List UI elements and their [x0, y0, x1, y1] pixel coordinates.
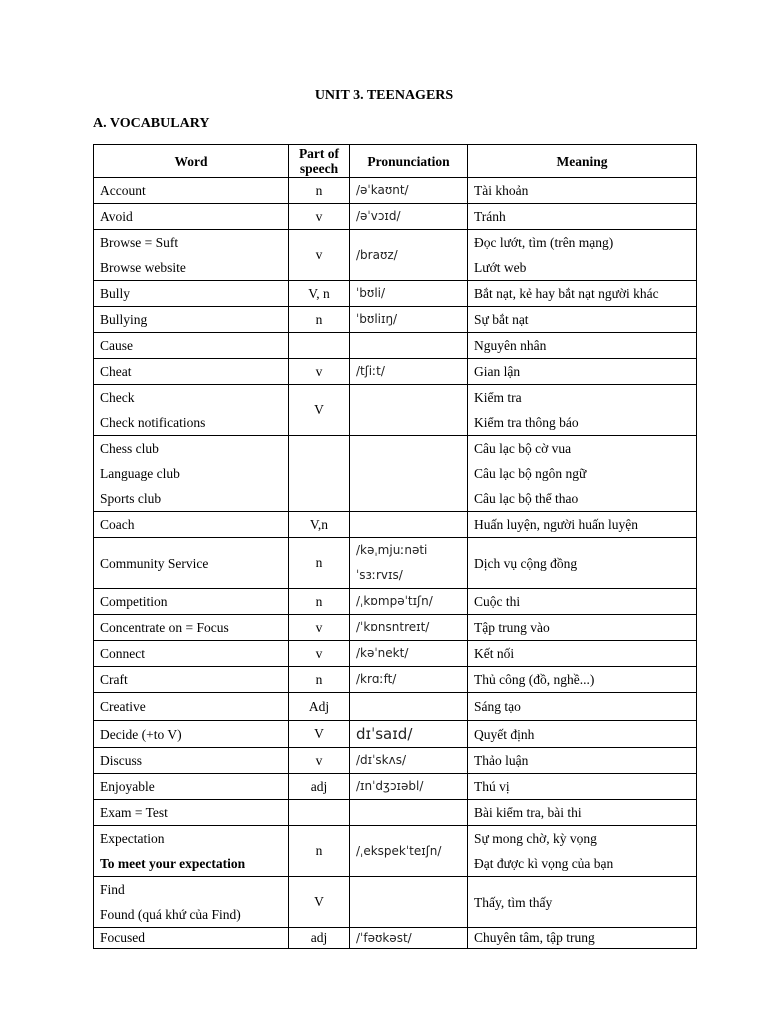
table-row: [94, 512, 697, 538]
word-line: Avoid: [100, 209, 133, 224]
table-row: [94, 748, 697, 774]
meaning-cell: [468, 307, 697, 333]
part-of-speech-cell: [289, 333, 350, 359]
table-row: [94, 538, 697, 589]
part-of-speech-cell: n: [289, 667, 350, 693]
pron-line: /ˈfəʊkəst/: [356, 931, 412, 945]
table-row: [94, 774, 697, 800]
table-row: [94, 589, 697, 615]
table-row: [94, 359, 697, 385]
word-line: Cheat: [100, 364, 132, 379]
meaning-cell: [468, 204, 697, 230]
word-line: Check notifications: [100, 415, 206, 430]
word-line: Creative: [100, 699, 146, 714]
pronunciation-cell: [350, 359, 468, 385]
pronunciation-cell: [350, 693, 468, 721]
pronunciation-cell: [350, 436, 468, 512]
section-heading: A. VOCABULARY: [93, 116, 210, 131]
part-of-speech-cell: V: [289, 877, 350, 928]
word-cell: [94, 721, 289, 748]
word-cell: [94, 333, 289, 359]
word-line: Found (quá khứ của Find): [100, 907, 241, 922]
part-of-speech-cell: V,n: [289, 512, 350, 538]
meaning-cell: [468, 359, 697, 385]
word-cell: [94, 877, 289, 928]
word-cell: [94, 307, 289, 333]
pronunciation-cell: [350, 512, 468, 538]
pronunciation-cell: [350, 307, 468, 333]
pron-line: /kəˌmjuːnəti: [356, 543, 428, 557]
meaning-line: Kiểm tra thông báo: [474, 415, 579, 430]
table-row: [94, 307, 697, 333]
pronunciation-cell: [350, 230, 468, 281]
meaning-line: Bài kiểm tra, bài thi: [474, 805, 582, 820]
word-cell: [94, 826, 289, 877]
meaning-line: Đọc lướt, tìm (trên mạng): [474, 235, 614, 250]
meaning-line: Thủ công (đồ, nghề...): [474, 672, 595, 687]
word-cell: [94, 538, 289, 589]
meaning-line: Cuộc thi: [474, 594, 521, 609]
pronunciation-cell: [350, 826, 468, 877]
part-of-speech-cell: v: [289, 641, 350, 667]
part-of-speech-cell: v: [289, 748, 350, 774]
word-line: Competition: [100, 594, 168, 609]
word-line: Chess club: [100, 441, 159, 456]
meaning-cell: [468, 230, 697, 281]
meaning-cell: [468, 178, 697, 204]
pronunciation-cell: [350, 333, 468, 359]
word-line: Cause: [100, 338, 133, 353]
meaning-line: Thú vị: [474, 779, 510, 794]
meaning-cell: [468, 436, 697, 512]
part-of-speech-cell: n: [289, 538, 350, 589]
meaning-line: Thấy, tìm thấy: [474, 894, 553, 910]
table-row: [94, 230, 697, 281]
part-of-speech-cell: Adj: [289, 693, 350, 721]
meaning-line: Quyết định: [474, 726, 535, 742]
pronunciation-cell: [350, 667, 468, 693]
table-row: [94, 721, 697, 748]
word-cell: [94, 615, 289, 641]
part-of-speech-cell: V: [289, 385, 350, 436]
meaning-line: Tài khoản: [474, 183, 529, 198]
meaning-line: Thảo luận: [474, 753, 529, 768]
pron-line: /ˌekspekˈteɪʃn/: [356, 843, 442, 858]
pron-line: /əˈvɔɪd/: [356, 209, 401, 223]
word-cell: [94, 230, 289, 281]
vocabulary-rows: [94, 178, 697, 949]
part-of-speech-cell: V: [289, 721, 350, 748]
part-of-speech-cell: n: [289, 307, 350, 333]
word-line: Enjoyable: [100, 779, 155, 794]
meaning-cell: [468, 641, 697, 667]
word-cell: [94, 512, 289, 538]
part-of-speech-cell: adj: [289, 774, 350, 800]
table-row: [94, 333, 697, 359]
meaning-line: Kiểm tra: [474, 390, 522, 405]
pron-line: /braʊz/: [356, 247, 398, 262]
table-row: [94, 281, 697, 307]
meaning-cell: [468, 589, 697, 615]
part-of-speech-cell: v: [289, 615, 350, 641]
part-of-speech-cell: adj: [289, 928, 350, 949]
word-line: Community Service: [100, 555, 209, 571]
part-of-speech-cell: v: [289, 230, 350, 281]
word-line: Account: [100, 183, 146, 198]
meaning-line: Gian lận: [474, 364, 521, 379]
word-line: Browse = Suft: [100, 235, 179, 250]
pron-line: /kəˈnekt/: [356, 646, 409, 660]
meaning-cell: [468, 615, 697, 641]
pron-line: /tʃiːt/: [356, 364, 385, 378]
pron-line: dɪˈsaɪd/: [356, 724, 413, 743]
table-row: [94, 204, 697, 230]
pronunciation-cell: [350, 281, 468, 307]
part-of-speech-cell: n: [289, 178, 350, 204]
part-of-speech-cell: [289, 800, 350, 826]
word-line: Discuss: [100, 753, 143, 768]
table-row: [94, 826, 697, 877]
meaning-cell: [468, 667, 697, 693]
word-cell: [94, 589, 289, 615]
word-cell: [94, 359, 289, 385]
table-row: [94, 385, 697, 436]
pronunciation-cell: [350, 178, 468, 204]
table-row: [94, 667, 697, 693]
pron-line: ˈbʊliɪŋ/: [356, 312, 398, 326]
meaning-line: Tránh: [474, 209, 506, 224]
pronunciation-cell: [350, 641, 468, 667]
pron-line: /əˈkaʊnt/: [356, 183, 409, 197]
meaning-cell: [468, 774, 697, 800]
word-cell: [94, 667, 289, 693]
table-row: [94, 693, 697, 721]
meaning-line: Câu lạc bộ ngôn ngữ: [474, 466, 587, 481]
pron-line: /ˌkɒmpəˈtɪʃn/: [356, 594, 433, 608]
part-of-speech-cell: n: [289, 826, 350, 877]
meaning-cell: [468, 826, 697, 877]
part-of-speech-cell: v: [289, 359, 350, 385]
word-cell: [94, 281, 289, 307]
word-line: Connect: [100, 646, 145, 661]
pronunciation-cell: [350, 877, 468, 928]
pron-line: /dɪˈskʌs/: [356, 753, 407, 767]
word-cell: [94, 385, 289, 436]
pronunciation-cell: [350, 204, 468, 230]
meaning-line: Dịch vụ cộng đồng: [474, 555, 578, 571]
word-cell: [94, 748, 289, 774]
header-meaning: Meaning: [468, 145, 697, 178]
meaning-line: Sự mong chờ, kỳ vọng: [474, 831, 597, 846]
header-part-of-speech: Part of speech: [289, 145, 350, 178]
meaning-line: Huấn luyện, người huấn luyện: [474, 517, 639, 532]
word-line: Expectation: [100, 831, 165, 846]
word-line: Exam = Test: [100, 805, 168, 820]
word-cell: [94, 641, 289, 667]
meaning-cell: [468, 748, 697, 774]
meaning-cell: [468, 800, 697, 826]
word-line: Coach: [100, 517, 135, 532]
meaning-line: Lướt web: [474, 260, 527, 275]
word-line: Decide (+to V): [100, 726, 182, 742]
meaning-line: Câu lạc bộ thể thao: [474, 491, 579, 506]
word-cell: [94, 928, 289, 949]
meaning-line: Sự bắt nạt: [474, 312, 529, 327]
meaning-cell: [468, 538, 697, 589]
meaning-line: Chuyên tâm, tập trung: [474, 930, 595, 945]
meaning-line: Sáng tạo: [474, 699, 521, 714]
word-cell: [94, 436, 289, 512]
pronunciation-cell: [350, 800, 468, 826]
meaning-line: Nguyên nhân: [474, 338, 547, 353]
part-of-speech-cell: V, n: [289, 281, 350, 307]
pronunciation-cell: [350, 748, 468, 774]
part-of-speech-cell: n: [289, 589, 350, 615]
word-line: Bullying: [100, 312, 148, 327]
pron-line: /ˈkɒnsntreɪt/: [356, 620, 430, 634]
meaning-line: Kết nối: [474, 646, 515, 661]
meaning-cell: [468, 928, 697, 949]
table-row: [94, 877, 697, 928]
pron-line: /krɑːft/: [356, 672, 397, 686]
table-row: [94, 615, 697, 641]
word-cell: [94, 774, 289, 800]
pron-line: ˈbʊli/: [356, 286, 386, 300]
table-row: [94, 641, 697, 667]
table-row: [94, 436, 697, 512]
vocabulary-table: [93, 144, 697, 949]
pronunciation-cell: [350, 589, 468, 615]
meaning-cell: [468, 281, 697, 307]
header-word: Word: [94, 145, 289, 178]
word-line: Sports club: [100, 491, 162, 506]
pronunciation-cell: [350, 385, 468, 436]
meaning-line: Đạt được kì vọng của bạn: [474, 856, 614, 871]
word-line: Find: [100, 882, 125, 897]
table-header-row: [94, 145, 697, 178]
table-row: [94, 800, 697, 826]
meaning-cell: [468, 877, 697, 928]
word-line: Browse website: [100, 260, 186, 275]
pronunciation-cell: [350, 928, 468, 949]
meaning-cell: [468, 333, 697, 359]
word-cell: [94, 204, 289, 230]
word-line: Focused: [100, 930, 145, 945]
part-of-speech-cell: [289, 436, 350, 512]
meaning-cell: [468, 512, 697, 538]
meaning-cell: [468, 385, 697, 436]
word-line: Language club: [100, 466, 180, 481]
part-of-speech-cell: v: [289, 204, 350, 230]
word-cell: [94, 693, 289, 721]
word-line: Concentrate on = Focus: [100, 620, 229, 635]
header-pronunciation: Pronunciation: [350, 145, 468, 178]
pronunciation-cell: [350, 615, 468, 641]
pron-line: /ɪnˈdʒɔɪəbl/: [356, 779, 424, 793]
unit-title: UNIT 3. TEENAGERS: [314, 88, 454, 103]
meaning-cell: [468, 721, 697, 748]
word-cell: [94, 178, 289, 204]
pronunciation-cell: [350, 721, 468, 748]
meaning-cell: [468, 693, 697, 721]
table-row: [94, 178, 697, 204]
word-cell: [94, 800, 289, 826]
meaning-line: Tập trung vào: [474, 620, 550, 635]
meaning-line: Câu lạc bộ cờ vua: [474, 441, 572, 456]
meaning-line: Bắt nạt, kẻ hay bắt nạt người khác: [474, 286, 659, 301]
word-line: Bully: [100, 286, 131, 301]
word-line: Craft: [100, 672, 128, 687]
pron-line: ˈsɜːrvɪs/: [356, 568, 403, 582]
word-line: Check: [100, 390, 135, 405]
pronunciation-cell: [350, 538, 468, 589]
pronunciation-cell: [350, 774, 468, 800]
word-line: To meet your expectation: [100, 856, 246, 871]
table-row: [94, 928, 697, 949]
